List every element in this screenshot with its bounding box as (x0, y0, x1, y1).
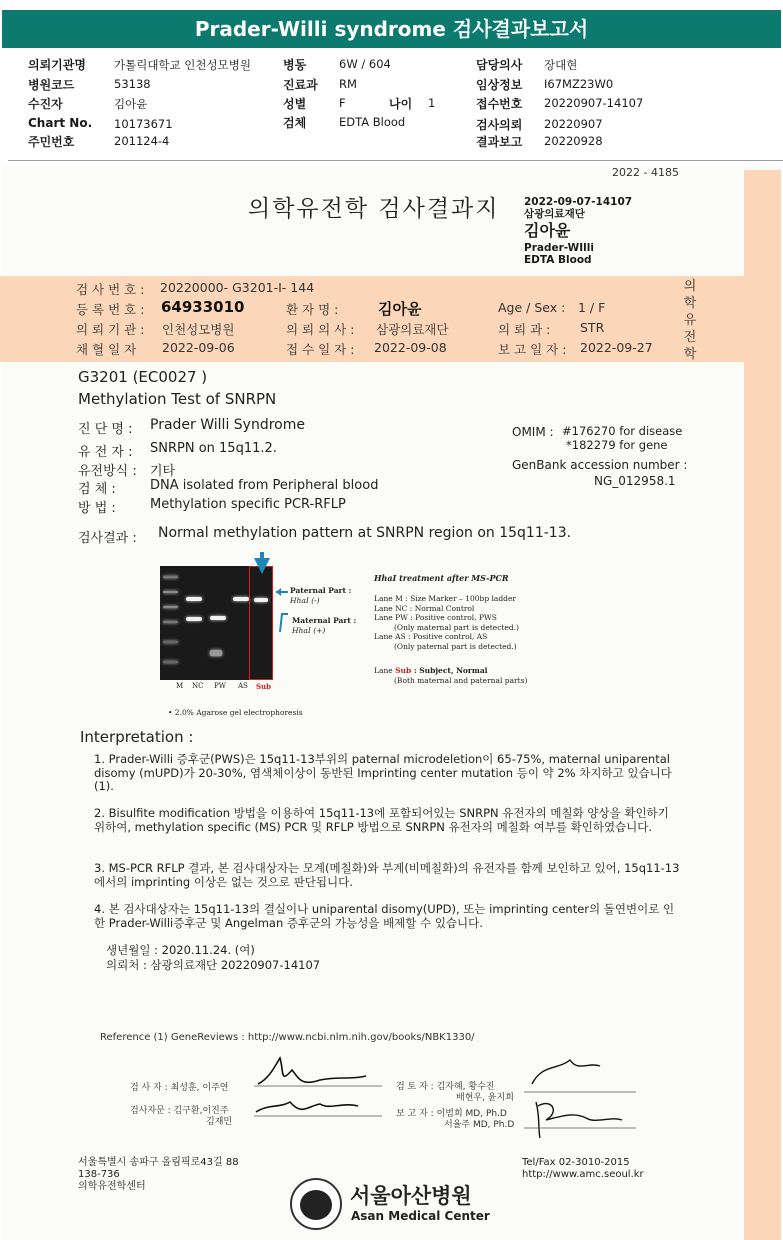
band-age-sex-label: Age / Sex : (498, 300, 566, 315)
resident-no: 201124-4 (114, 134, 170, 148)
gel-band (186, 597, 202, 601)
receipt-no-label: 접수번호 (476, 97, 523, 111)
diagnosis-label: 진 단 명 : (78, 422, 133, 437)
reviewer-label: 검 토 자 : (396, 1082, 434, 1092)
paternal-enzyme: HhaI (-) (290, 595, 320, 605)
reference: Reference (1) GeneReviews : http://www.ncbi.nlm.nih.gov/books/NBK1330/ (100, 1032, 475, 1043)
legend-sub: Sub (395, 666, 412, 675)
test-request-date: 20220907 (544, 117, 603, 131)
hospital-code-label: 병원코드 (28, 78, 75, 92)
band-report-date: 2022-09-27 (580, 340, 653, 355)
reviewer-2: 배현우, 윤지희 (456, 1093, 514, 1103)
asan-logo-icon (300, 1190, 332, 1220)
band-draw-date: 2022-09-06 (162, 340, 235, 355)
paternal-part-note (290, 586, 351, 605)
legend-line: (Only paternal part is detected.) (394, 641, 517, 651)
legend-subject-line (374, 666, 527, 685)
lane-label-m: M (176, 682, 184, 690)
hospital-name-en: Asan Medical Center (351, 1209, 490, 1223)
signature-stroke (532, 1060, 600, 1084)
chart-no-label: Chart No. (28, 116, 93, 130)
gel-legend (374, 594, 519, 651)
specimen-label-2: 검 체 : (78, 482, 116, 497)
gel-band (163, 621, 178, 623)
paternal-arrowhead-icon (276, 588, 281, 596)
department-label: 진료과 (283, 78, 318, 92)
age-label: 나이 (389, 97, 413, 111)
legend-line: Lane NC : Normal Control (374, 603, 475, 613)
lane-label-sub: Sub (256, 682, 272, 691)
specimen-label: 검체 (283, 116, 307, 130)
method-label: 방 법 : (78, 501, 116, 516)
gel-band (163, 641, 178, 643)
subject-lane-highlight (249, 566, 273, 680)
clinical-info: I67MZ23W0 (544, 77, 614, 91)
gel-band (233, 597, 249, 601)
band-receive-date: 2022-09-08 (374, 340, 447, 355)
omim-label: OMIM : (512, 425, 554, 439)
legend-sub-suffix: : Subject, Normal (411, 666, 488, 675)
date-of-birth: 생년월일 : 2020.11.24. (여) (106, 943, 255, 957)
doctor-label: 담당의사 (476, 58, 523, 72)
result-report-label: 결과보고 (476, 135, 523, 149)
band-test-no-label: 검 사 번 호 : (76, 282, 145, 297)
band-req-doctor-label: 의 뢰 의 사 : (286, 322, 355, 337)
report-title-bar (2, 10, 781, 48)
advisor-label: 검사자문 : (130, 1106, 171, 1116)
band-patient: 김아윤 (378, 300, 422, 318)
signature-stroke (258, 1058, 366, 1084)
patient-label: 수진자 (28, 97, 63, 111)
advisor-2: 김재민 (206, 1117, 233, 1127)
gel-band (210, 650, 222, 656)
legend-line: Lane M : Size Marker – 100bp ladder (374, 594, 517, 603)
document-title: 의학유전학 검사결과지 (248, 196, 500, 222)
website: http://www.amc.seoul.kr (522, 1169, 644, 1180)
band-reg-no-label: 등 록 번 호 : (76, 302, 145, 317)
test-code: G3201 (EC0027 ) (78, 368, 208, 386)
hospital-address (78, 1157, 239, 1193)
gel-band (163, 606, 178, 608)
result-label: 검사결과 : (78, 531, 137, 546)
tester-label: 검 사 자 : (130, 1083, 168, 1093)
legend-line: (Only maternal part is detected.) (394, 622, 519, 632)
report-title: Prader-Willi syndrome 검사결과보고서 (194, 17, 589, 41)
hospital-name-kr: 서울아산병원 (350, 1184, 472, 1208)
ward: 6W / 604 (339, 57, 391, 71)
requesting-institution: 가톨릭대학교 인천성모병원 (114, 58, 251, 72)
label-patient-name: 김아윤 (524, 221, 571, 240)
legend-sub-prefix: Lane (374, 666, 396, 675)
patient-info-header (0, 56, 783, 156)
reviewer-signatures (518, 1050, 640, 1150)
gel-band (186, 617, 202, 621)
maternal-arrow-icon (280, 614, 288, 632)
result-text: Normal methylation pattern at SNRPN region on 15q11-13. (158, 525, 572, 541)
interpretation-p2: 2. Bisulfite modification 방법을 이용하여 15q11-13에 포함되어있는 SNRPN 유전자의 메칠화 양상을 확인하기 위하여, methylation specific (MS) PCR 및 RFLP 방법으로 SNRPN 유전자의 메칠화 여부를 확인하였습니다. (94, 806, 669, 834)
chart-no: 10173671 (114, 117, 173, 131)
gel-band (163, 591, 178, 593)
gel-arrows (274, 586, 290, 636)
patient-band (0, 276, 781, 362)
receipt-no: 20220907-14107 (544, 96, 644, 110)
resident-no-label: 주민번호 (28, 135, 75, 149)
arrow-down-icon (254, 558, 270, 574)
specimen-label-box (524, 196, 632, 266)
lane-label-pw: PW (214, 682, 226, 690)
band-report-date-label: 보 고 일 자 : (498, 342, 567, 357)
legend-line: Lane AS : Positive control, AS (374, 632, 488, 641)
band-draw-date-label: 채 혈 일 자 (76, 342, 137, 357)
clinical-info-label: 임상정보 (476, 78, 523, 92)
test-name: Methylation Test of SNRPN (78, 390, 277, 408)
lane-label-as: AS (238, 682, 248, 690)
signature-stroke (256, 1102, 358, 1112)
doctor: 장대현 (544, 58, 578, 72)
sex: F (339, 96, 346, 110)
hospital-code: 53138 (114, 77, 151, 91)
tel-fax: Tel/Fax 02-3010-2015 (522, 1157, 630, 1168)
specimen: EDTA Blood (339, 115, 406, 129)
address-line-3: 의학유전학센터 (78, 1181, 146, 1192)
band-req-doctor: 삼광의료재단 (376, 322, 449, 337)
band-req-dept-label: 의 뢰 과 : (498, 322, 551, 337)
gel-band (163, 576, 178, 578)
result-report-date: 20220928 (544, 134, 603, 148)
interpretation-p1: 1. Prader-Willi 증후군(PWS)은 15q11-13부위의 paternal microdeletion이 65-75%, maternal uniparental disomy (mUPD)가 20-30%, 염색체이상이 동반된 Imprinting center mutation 등이 약 2% 차지하고 있습니다 (1). (94, 752, 672, 793)
genbank-no: NG_012958.1 (594, 474, 676, 488)
patient-name: 김아윤 (114, 97, 148, 111)
band-age-sex: 1 / F (578, 300, 606, 315)
maternal-part-label: Maternal Part : (292, 616, 357, 625)
ward-label: 병동 (283, 58, 307, 72)
omim-gene: *182279 for gene (566, 438, 668, 452)
gel-footnote: • 2.0% Agarose gel electrophoresis (168, 708, 303, 717)
header-divider (8, 160, 783, 161)
requester: 의뢰처 : 삼광의료재단 20220907-14107 (106, 958, 321, 972)
tester-signatures (250, 1050, 390, 1130)
band-test-no: 20220000- G3201-I- 144 (160, 280, 315, 295)
diagnosis: Prader Willi Syndrome (150, 417, 305, 433)
band-req-dept: STR (580, 320, 605, 335)
label-specimen: EDTA Blood (524, 254, 592, 266)
interpretation-p4: 4. 본 검사대상자는 15q11-13의 결실이나 uniparental disomy(UPD), 또는 imprinting center의 돌연변이로 인한 Prader-Willi증후군 및 Angelman 증후군의 가능성을 배제할 수 있습니다. (94, 902, 675, 930)
omim-disease: #176270 for disease (562, 424, 683, 438)
method: Methylation specific PCR-RFLP (150, 497, 346, 512)
test-request-label: 검사의뢰 (476, 118, 523, 132)
age: 1 (428, 96, 436, 110)
reporter-2: 서율주 MD, Ph.D (444, 1120, 515, 1130)
legend-sub-note: (Both maternal and paternal parts) (394, 675, 528, 685)
sex-label: 성별 (283, 97, 307, 111)
reporter-line (396, 1109, 514, 1131)
gel-band (210, 616, 226, 620)
hospital-contact (522, 1157, 644, 1181)
inheritance: 기타 (150, 464, 176, 479)
band-reg-no: 64933010 (161, 298, 245, 316)
reviewer: 김자혜, 황수진 (436, 1082, 495, 1092)
advisor: 김구환,이진주 (173, 1106, 229, 1116)
paternal-part-label: Paternal Part : (290, 586, 352, 595)
band-patient-label: 환 자 명 : (286, 302, 339, 317)
band-inst: 인천성모병원 (162, 322, 235, 337)
label-lab-name: 삼광의료재단 (524, 208, 585, 220)
requesting-institution-label: 의뢰기관명 (28, 58, 86, 72)
signature-stroke (536, 1102, 622, 1138)
maternal-enzyme: HhaI (+) (292, 625, 326, 635)
interpretation-title: Interpretation : (80, 728, 194, 746)
band-inst-label: 의 뢰 기 관 : (76, 322, 145, 337)
reporter: 이범희 MD, Ph.D (436, 1109, 507, 1119)
lane-label-nc: NC (192, 682, 204, 690)
advisor-line (130, 1106, 232, 1128)
gene-label: 유 전 자 : (78, 445, 133, 460)
reporter-label: 보 고 자 : (396, 1109, 434, 1119)
specimen-desc: DNA isolated from Peripheral blood (150, 478, 379, 493)
label-receipt-no: 2022-09-07-14107 (524, 196, 633, 208)
department: RM (339, 77, 357, 91)
address-line-1: 서울특별시 송파구 올림픽로43길 88 (78, 1157, 239, 1168)
gel-legend-title (374, 574, 509, 584)
inheritance-label: 유전방식 : (78, 464, 137, 479)
address-line-2: 138-736 (78, 1169, 120, 1180)
gene: SNRPN on 15q11.2. (150, 441, 277, 456)
maternal-part-note (292, 616, 356, 635)
legend-title: HhaI treatment after MS-PCR (374, 573, 509, 583)
tester: 최성훈, 이주연 (170, 1083, 229, 1093)
side-vertical-label: 의 학 유 전 학 (683, 279, 697, 362)
gel-band (163, 661, 178, 663)
legend-line: Lane PW : Positive control, PWS (374, 613, 497, 622)
interpretation-p3: 3. MS-PCR RFLP 결과, 본 검사대상자는 모계(메칠화)와 부계(비메칠화)의 유전자를 함께 보인하고 있어, 15q11-13에서의 imprinting 이상은 없는 것으로 판단됩니다. (94, 861, 680, 889)
tester-line (130, 1083, 228, 1094)
report-code-top: 2022 - 4185 (612, 166, 679, 179)
band-receive-date-label: 접 수 일 자 : (286, 342, 355, 357)
genbank-label: GenBank accession number : (512, 458, 688, 472)
label-test-name: Prader-WIlli (524, 242, 594, 254)
reviewer-line (396, 1082, 514, 1104)
